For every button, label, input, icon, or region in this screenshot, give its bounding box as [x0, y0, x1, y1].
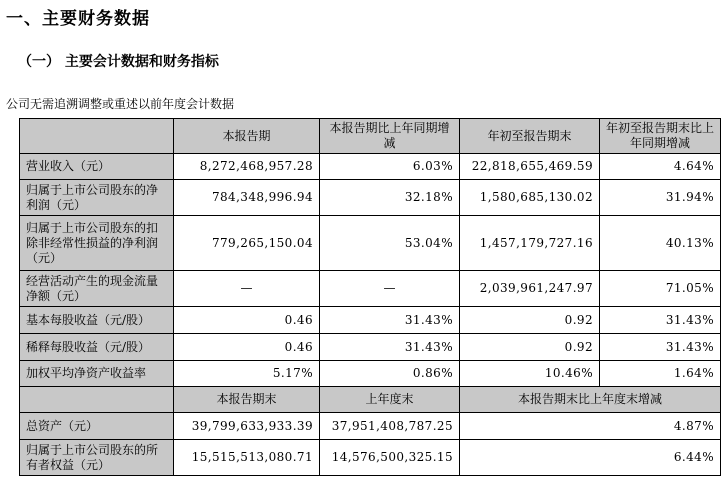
cell-value: 1.64% [600, 361, 721, 387]
cell-value: — [320, 271, 460, 307]
cell-value: 0.46 [174, 307, 320, 334]
cell-value: — [174, 271, 320, 307]
table-row [20, 440, 721, 476]
section-heading: 一、主要财务数据 [6, 9, 150, 29]
cell-value: 2,039,961,247.97 [460, 271, 600, 307]
cell-value: 0.92 [460, 334, 600, 361]
cell-value: 39,799,633,933.39 [174, 413, 320, 440]
cell-value: 6.44% [460, 440, 721, 476]
header-cell: 本报告期 [174, 119, 320, 154]
note-text: 公司无需追溯调整或重述以前年度会计数据 [6, 97, 235, 111]
header-cell: 本报告期比上年同期增减 [320, 119, 460, 154]
table-row [20, 334, 721, 361]
cell-value: 1,580,685,130.02 [460, 180, 600, 216]
cell-value: 53.04% [320, 216, 460, 271]
table-row [20, 216, 721, 271]
header-cell: 本报告期末 [174, 387, 320, 413]
cell-value: 0.46 [174, 334, 320, 361]
cell-value: 31.43% [600, 334, 721, 361]
financial-data-table [19, 118, 721, 476]
header-cell [20, 119, 174, 154]
cell-value: 8,272,468,957.28 [174, 154, 320, 180]
cell-value: 0.86% [320, 361, 460, 387]
row-label: 归属于上市公司股东的净利润（元） [20, 180, 174, 216]
cell-value: 0.92 [460, 307, 600, 334]
table1-header-row [20, 119, 721, 154]
row-label: 稀释每股收益（元/股） [20, 334, 174, 361]
cell-value: 14,576,500,325.15 [320, 440, 460, 476]
header-cell: 年初至报告期末比上年同期增减 [600, 119, 721, 154]
table-row [20, 271, 721, 307]
cell-value: 10.46% [460, 361, 600, 387]
cell-value: 779,265,150.04 [174, 216, 320, 271]
cell-value: 31.43% [600, 307, 721, 334]
table2-header-row [20, 387, 721, 413]
cell-value: 784,348,996.94 [174, 180, 320, 216]
cell-value: 5.17% [174, 361, 320, 387]
row-label: 营业收入（元） [20, 154, 174, 180]
cell-value: 37,951,408,787.25 [320, 413, 460, 440]
header-cell [20, 387, 174, 413]
row-label: 归属于上市公司股东的所有者权益（元） [20, 440, 174, 476]
cell-value: 15,515,513,080.71 [174, 440, 320, 476]
cell-value: 31.94% [600, 180, 721, 216]
table-row [20, 180, 721, 216]
header-cell: 本报告期末比上年度末增减 [460, 387, 721, 413]
cell-value: 71.05% [600, 271, 721, 307]
cell-value: 40.13% [600, 216, 721, 271]
cell-value: 4.87% [460, 413, 721, 440]
row-label: 总资产（元） [20, 413, 174, 440]
row-label: 基本每股收益（元/股） [20, 307, 174, 334]
cell-value: 1,457,179,727.16 [460, 216, 600, 271]
row-label: 加权平均净资产收益率 [20, 361, 174, 387]
header-cell: 年初至报告期末 [460, 119, 600, 154]
cell-value: 6.03% [320, 154, 460, 180]
cell-value: 31.43% [320, 307, 460, 334]
cell-value: 22,818,655,469.59 [460, 154, 600, 180]
table-row [20, 154, 721, 180]
table-row [20, 361, 721, 387]
cell-value: 31.43% [320, 334, 460, 361]
cell-value: 32.18% [320, 180, 460, 216]
subsection-heading: （一） 主要会计数据和财务指标 [18, 54, 219, 70]
row-label: 归属于上市公司股东的扣除非经常性损益的净利润（元） [20, 216, 174, 271]
cell-value: 4.64% [600, 154, 721, 180]
row-label: 经营活动产生的现金流量净额（元） [20, 271, 174, 307]
header-cell: 上年度末 [320, 387, 460, 413]
table-row [20, 307, 721, 334]
table-row [20, 413, 721, 440]
